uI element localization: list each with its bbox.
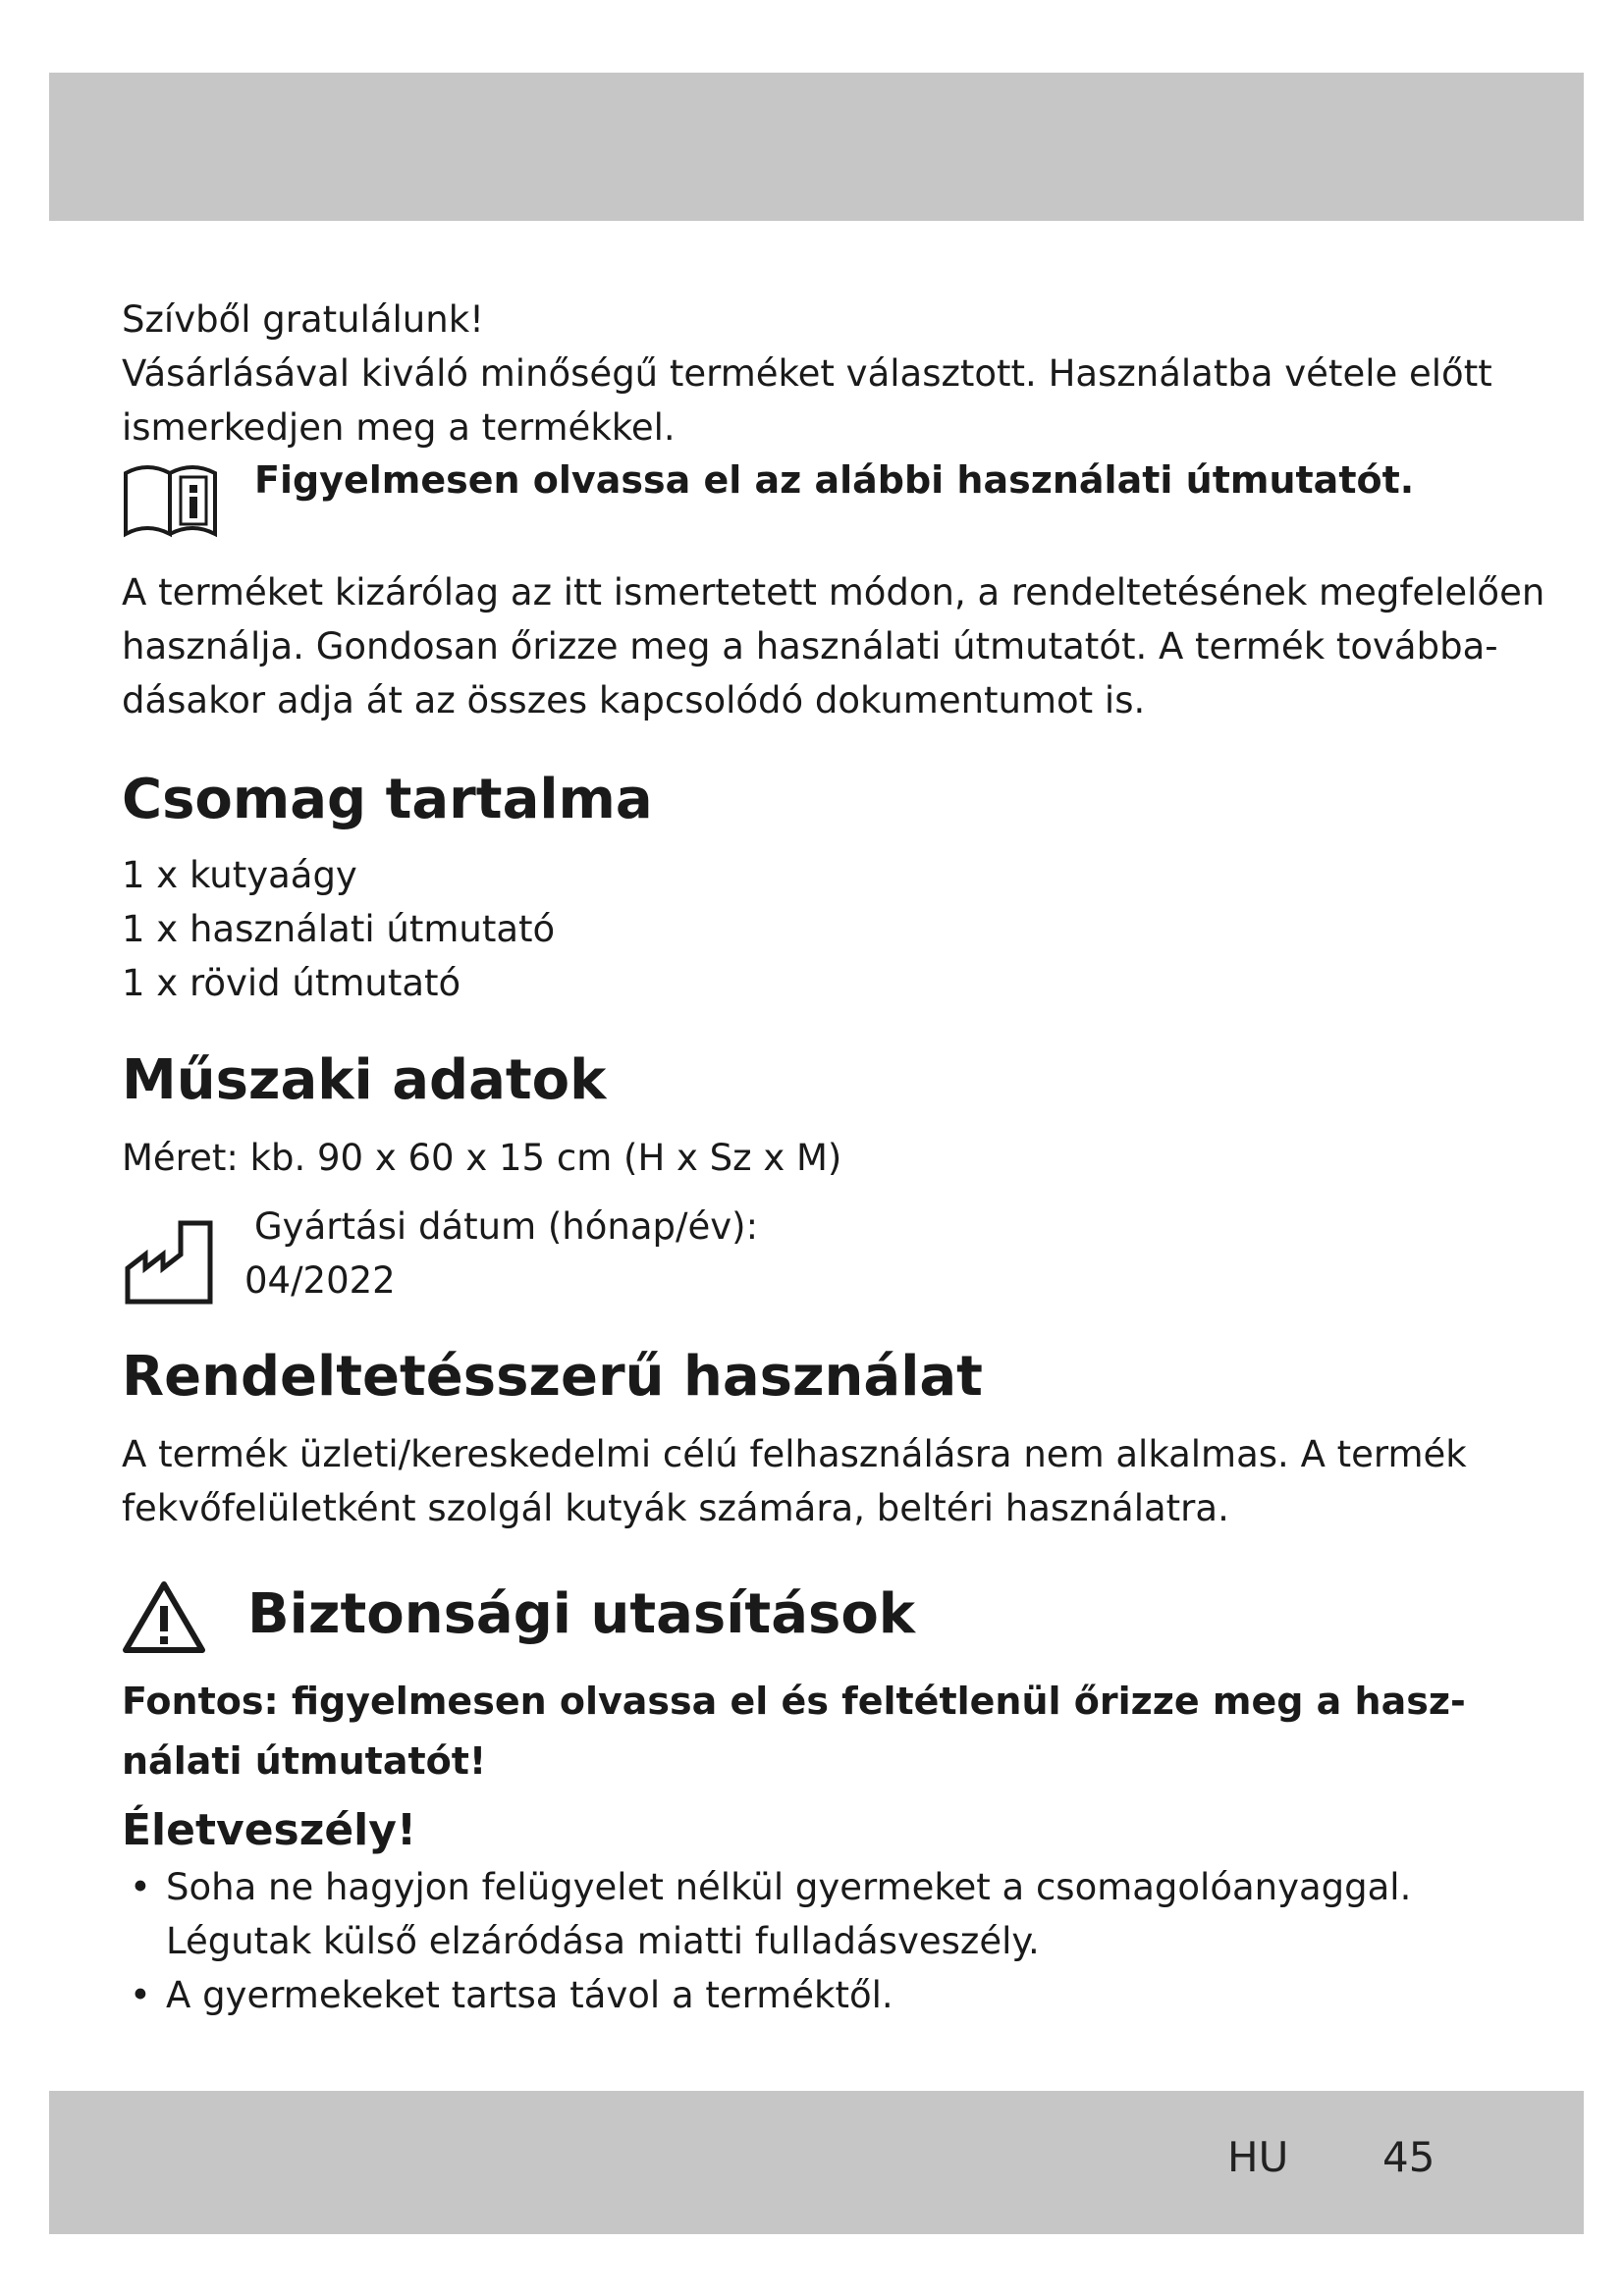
intro — [122, 293, 1516, 454]
usage-note-line-1: A terméket kizárólag az itt ismertetett módon, a rendeltetésének megfelelően — [122, 571, 1545, 614]
specs-title: Műszaki adatok — [122, 1048, 607, 1112]
bullet-text-line-1: A gyermekeket tartsa távol a terméktől. — [166, 1974, 893, 2016]
intended-use-line-1: A termék üzleti/kereskedelmi célú felhasználásra nem alkalmas. A termék — [122, 1433, 1467, 1475]
intro-greeting: Szívből gratulálunk! — [122, 298, 484, 341]
safety-important-line-1: Fontos: figyelmesen olvassa el és feltétlenül őrizze meg a hasz- — [122, 1680, 1466, 1723]
package-list — [122, 848, 1516, 1010]
intended-use-title: Rendeltetésszerű használat — [122, 1345, 983, 1409]
safety-title: Biztonsági utasítások — [247, 1582, 916, 1646]
usage-note-line-2: használja. Gondosan őrizze meg a használati útmutatót. A termék továbba- — [122, 625, 1498, 667]
safety-important-line-2: nálati útmutatót! — [122, 1739, 487, 1783]
mfg-date-label: Gyártási dátum (hónap/év): — [254, 1205, 759, 1248]
package-item: 1 x rövid útmutató — [122, 962, 461, 1004]
safety-important — [122, 1672, 1516, 1791]
notice-text: Figyelmesen olvassa el az alábbi használati útmutatót. — [254, 458, 1415, 502]
warning-icon — [122, 1578, 206, 1655]
usage-note-line-3: dásakor adja át az összes kapcsolódó dokumentumot is. — [122, 679, 1146, 721]
intended-use-text — [122, 1427, 1516, 1535]
intro-line-2: ismerkedjen meg a termékkel. — [122, 406, 676, 449]
bullet-text-line-1: Soha ne hagyjon felügyelet nélkül gyermeket a csomagolóanyaggal. — [166, 1866, 1412, 1908]
footer-language: HU — [1227, 2133, 1289, 2181]
read-manual-icon — [122, 459, 220, 538]
mfg-date-value: 04/2022 — [244, 1259, 396, 1302]
intended-use-line-2: fekvőfelületként szolgál kutyák számára, beltéri használatra. — [122, 1487, 1229, 1529]
usage-note — [122, 565, 1545, 727]
footer-band — [49, 2091, 1584, 2234]
package-item: 1 x kutyaágy — [122, 854, 357, 896]
bullet-text-line-2: Légutak külső elzáródása miatti fulladásveszély. — [166, 1920, 1040, 1962]
page-number: 45 — [1382, 2133, 1435, 2181]
bullet-glyph: • — [130, 1866, 151, 1908]
package-item: 1 x használati útmutató — [122, 908, 556, 950]
header-band — [49, 73, 1584, 221]
bullet-glyph: • — [130, 1974, 151, 2016]
package-title: Csomag tartalma — [122, 768, 653, 831]
danger-title: Életveszély! — [122, 1805, 417, 1855]
manufacturing-date-icon — [122, 1217, 216, 1308]
intro-line-1: Vásárlásával kiváló minőségű terméket választott. Használatba vétele előtt — [122, 352, 1492, 395]
mfg-date — [244, 1200, 1624, 1308]
specs-size: Méret: kb. 90 x 60 x 15 cm (H x Sz x M) — [122, 1137, 842, 1179]
